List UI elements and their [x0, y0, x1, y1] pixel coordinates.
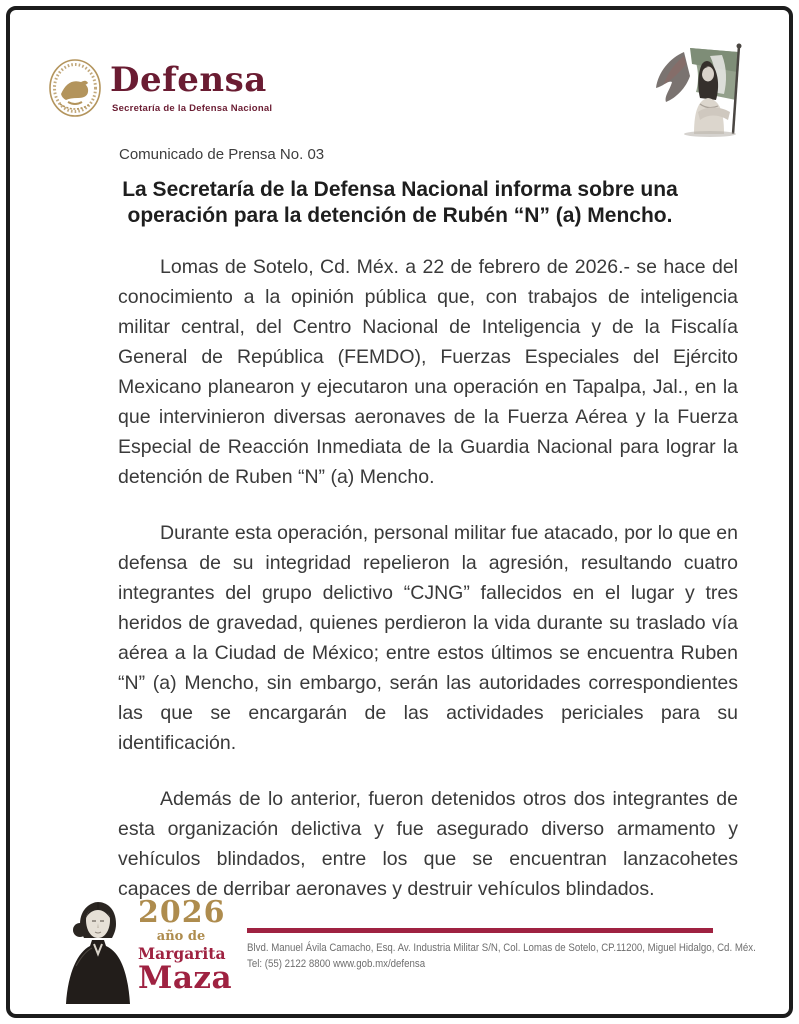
address-line-2: Tel: (55) 2122 8800 www.gob.mx/defensa [247, 958, 426, 970]
year-badge-name-last: Maza [138, 960, 233, 996]
footer-address [247, 940, 799, 972]
press-release-body [118, 252, 738, 930]
woman-with-flag-illustration [650, 42, 762, 138]
year-badge-year: 2026 [138, 895, 226, 930]
body-paragraph: Además de lo anterior, fueron detenidos otros dos integrantes de esta organización delictiva y fue asegurado diverso armamento y vehículos blindados, entre los que se encuentran lanzacohetes capaces de derribar aeronaves y destruir vehículos blindados. [118, 788, 738, 900]
defensa-eagle-seal-icon [48, 58, 102, 118]
body-paragraph: Durante esta operación, personal militar fue atacado, por lo que en defensa de su integridad repelieron la agresión, resultando cuatro integrantes del grupo delictivo “CJNG” fallecidos en el lugar y tres heridos de gravedad, quienes perdieron la vida durante su traslado vía aérea a la Ciudad de México; entre estos últimos se encuentra Ruben “N” (a) Mencho, sin embargo, serán las autoridades correspondientes las que se encargarán de las actividades periciales para su identificación. [118, 522, 738, 754]
body-paragraph: Lomas de Sotelo, Cd. Méx. a 22 de febrero de 2026.- se hace del conocimiento a la opinión pública que, con trabajos de inteligencia militar central, del Centro Nacional de Inteligencia y de la Fiscalía General de República (FEMDO), Fuerzas Especiales del Ejército Mexicano planearon y ejecutaron una operación en Tapalpa, Jal., en la que intervinieron diversas aeronaves de la Fuerza Aérea y la Fuerza Especial de Reacción Inmediata de la Guardia Nacional para lograr la detención de Ruben “N” (a) Mencho. [118, 256, 738, 488]
address-line-1: Blvd. Manuel Ávila Camacho, Esq. Av. Industria Militar S/N, Col. Lomas de Sotelo, CP.11200, Miguel Hidalgo, Cd. Méx. [247, 942, 756, 954]
press-release-number: Comunicado de Prensa No. 03 [119, 146, 325, 163]
logo-subtitle: Secretaría de la Defensa Nacional [112, 103, 273, 114]
press-release-title: La Secretaría de la Defensa Nacional informa sobre una operación para la detención de Rubén “N” (a) Mencho. [122, 178, 678, 227]
margarita-maza-portrait [56, 894, 138, 1004]
footer-divider-bar [247, 928, 713, 933]
defensa-wordmark: Defensa [110, 60, 267, 100]
year-badge [138, 895, 233, 996]
year-badge-name-first: Margarita [138, 944, 226, 963]
year-badge-subtitle: año de [156, 929, 206, 944]
